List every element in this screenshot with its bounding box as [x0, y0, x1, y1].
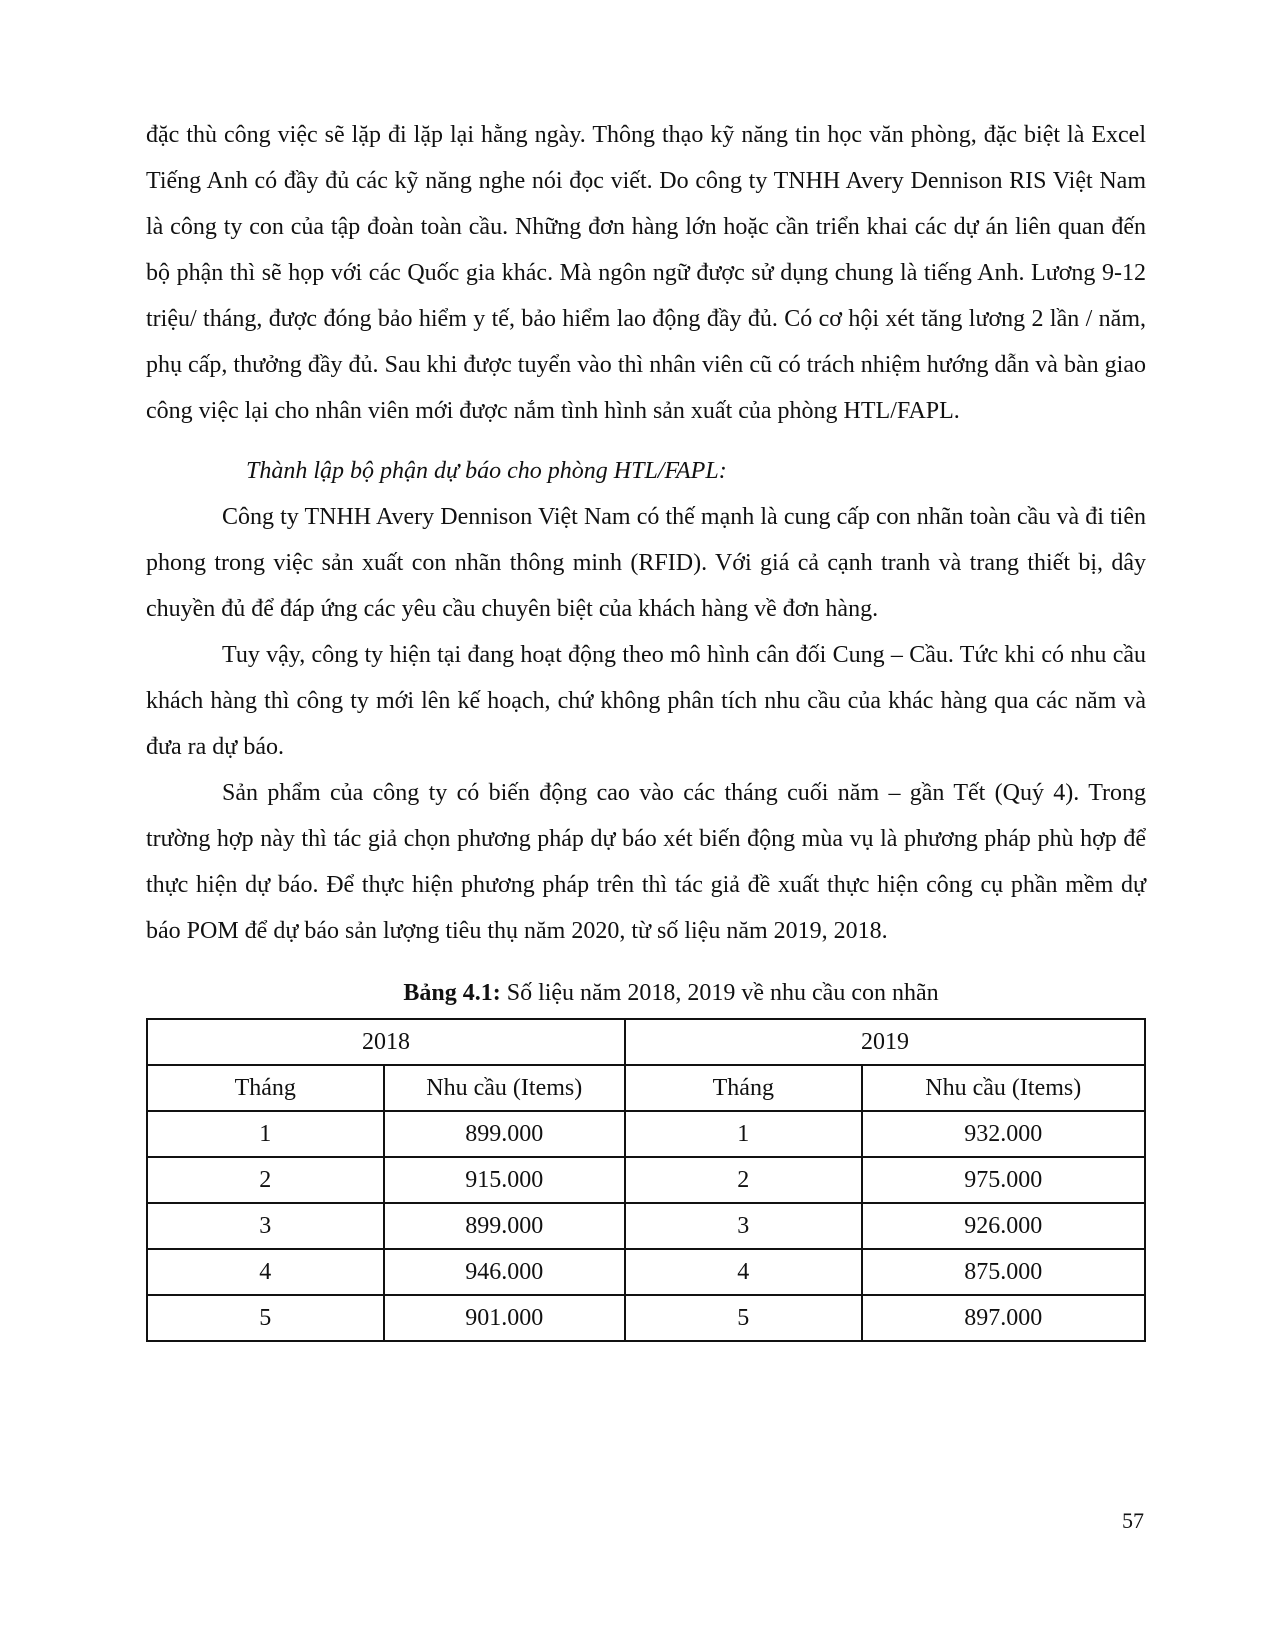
month-2019-cell: 4	[625, 1249, 862, 1295]
table-row	[147, 1249, 1145, 1295]
col-month-2018: Tháng	[147, 1065, 384, 1111]
table-caption-label: Bảng 4.1:	[403, 980, 501, 1006]
table-row	[147, 1295, 1145, 1341]
page-number: 57	[1122, 1508, 1144, 1533]
paragraph-continuation: đặc thù công việc sẽ lặp đi lặp lại hằng ngày. Thông thạo kỹ năng tin học văn phòng, đặc biệt là Excel Tiếng Anh có đầy đủ các kỹ năng nghe nói đọc viết. Do công ty TNHH Avery Dennison RIS Việt Nam là công ty con của tập đoàn toàn cầu. Những đơn hàng lớn hoặc cần triển khai các dự án liên quan đến bộ phận thì sẽ họp với các Quốc gia khác. Mà ngôn ngữ được sử dụng chung là tiếng Anh. Lương 9-12 triệu/ tháng, được đóng bảo hiểm y tế, bảo hiểm lao động đầy đủ. Có cơ hội xét tăng lương 2 lần / năm, phụ cấp, thưởng đầy đủ. Sau khi được tuyển vào thì nhân viên cũ có trách nhiệm hướng dẫn và bàn giao công việc lại cho nhân viên mới được nắm tình hình sản xuất của phòng HTL/FAPL.	[146, 122, 1146, 424]
month-2019-cell: 1	[625, 1111, 862, 1157]
paragraph-3: Sản phẩm của công ty có biến động cao vào các tháng cuối năm – gần Tết (Quý 4). Trong trường hợp này thì tác giả chọn phương pháp dự báo xét biến động mùa vụ là phương pháp phù hợp để thực hiện dự báo. Để thực hiện phương pháp trên thì tác giả đề xuất thực hiện công cụ phần mềm dự báo POM để dự báo sản lượng tiêu thụ năm 2020, từ số liệu năm 2019, 2018.	[146, 780, 1146, 944]
month-2018-cell: 4	[147, 1249, 384, 1295]
demand-2019-cell: 932.000	[862, 1111, 1145, 1157]
table-caption	[146, 970, 1146, 1016]
month-2018-cell: 5	[147, 1295, 384, 1341]
demand-2018-cell: 901.000	[384, 1295, 626, 1341]
table-row	[147, 1157, 1145, 1203]
year-2018-header: 2018	[147, 1019, 625, 1065]
col-demand-2018: Nhu cầu (Items)	[384, 1065, 626, 1111]
demand-2019-cell: 897.000	[862, 1295, 1145, 1341]
demand-2018-cell: 899.000	[384, 1111, 626, 1157]
section-heading: Thành lập bộ phận dự báo cho phòng HTL/FAPL:	[246, 458, 727, 484]
table-row	[147, 1203, 1145, 1249]
demand-2018-cell: 946.000	[384, 1249, 626, 1295]
paragraph-1: Công ty TNHH Avery Dennison Việt Nam có thế mạnh là cung cấp con nhãn toàn cầu và đi tiên phong trong việc sản xuất con nhãn thông minh (RFID). Với giá cả cạnh tranh và trang thiết bị, dây chuyền đủ để đáp ứng các yêu cầu chuyên biệt của khách hàng về đơn hàng.	[146, 504, 1146, 622]
demand-2019-cell: 875.000	[862, 1249, 1145, 1295]
col-demand-2019: Nhu cầu (Items)	[862, 1065, 1145, 1111]
month-2018-cell: 3	[147, 1203, 384, 1249]
demand-table	[146, 1018, 1146, 1342]
month-2018-cell: 2	[147, 1157, 384, 1203]
table-caption-text: Số liệu năm 2018, 2019 về nhu cầu con nhãn	[506, 980, 939, 1006]
demand-2019-cell: 975.000	[862, 1157, 1145, 1203]
month-2019-cell: 2	[625, 1157, 862, 1203]
paragraph-2: Tuy vậy, công ty hiện tại đang hoạt động theo mô hình cân đối Cung – Cầu. Tức khi có nhu cầu khách hàng thì công ty mới lên kế hoạch, chứ không phân tích nhu cầu của khác hàng qua các năm và đưa ra dự báo.	[146, 642, 1146, 760]
table-header-row	[147, 1065, 1145, 1111]
demand-2019-cell: 926.000	[862, 1203, 1145, 1249]
document-page	[146, 112, 1146, 1342]
table-row	[147, 1111, 1145, 1157]
col-month-2019: Tháng	[625, 1065, 862, 1111]
month-2019-cell: 5	[625, 1295, 862, 1341]
table-year-row	[147, 1019, 1145, 1065]
month-2018-cell: 1	[147, 1111, 384, 1157]
demand-2018-cell: 899.000	[384, 1203, 626, 1249]
demand-2018-cell: 915.000	[384, 1157, 626, 1203]
month-2019-cell: 3	[625, 1203, 862, 1249]
year-2019-header: 2019	[625, 1019, 1145, 1065]
